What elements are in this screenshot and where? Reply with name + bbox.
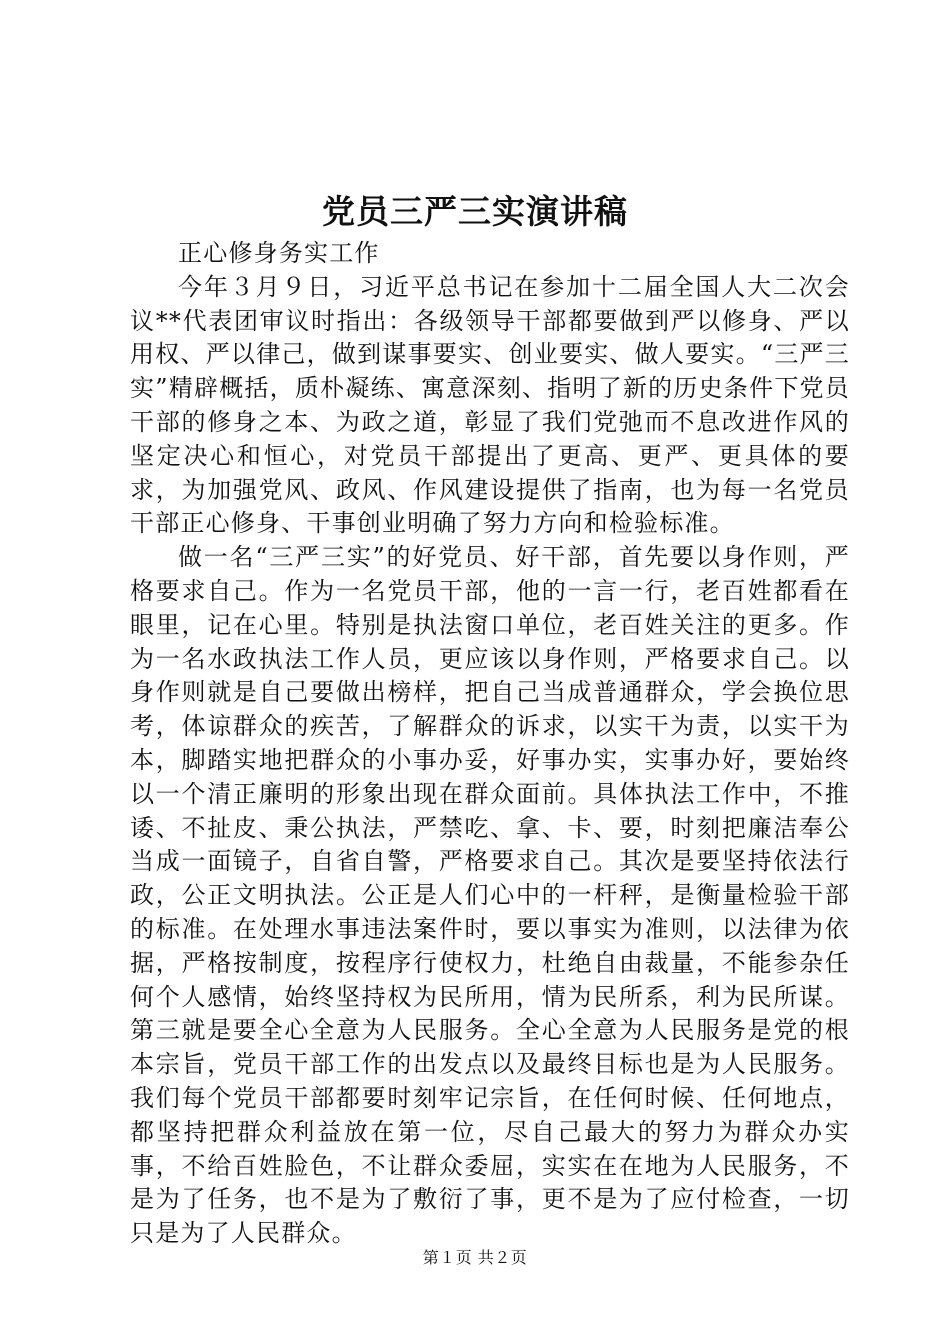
document-title: 党员三严三实演讲稿 — [322, 192, 628, 231]
page-footer — [0, 1245, 950, 1268]
paragraph-2: 做一名“三严三实”的好党员、好干部，首先要以身作则，严格要求自己。作为一名党员干部，他的一言一行，老百姓都看在眼里，记在心里。特别是执法窗口单位，老百姓关注的更多。作为一名水政执法工作人员，更应该以身作则，严格要求自己。以身作则就是自己要做出榜样，把自己当成普通群众，学会换位思考，体谅群众的疾苦，了解群众的诉求，以实干为责，以实干为本，脚踏实地把群众的小事办妥，好事办实，实事办好，要始终以一个清正廉明的形象出现在群众面前。具体执法工作中，不推诿、不扯皮、秉公执法，严禁吃、拿、卡、要，时刻把廉洁奉公当成一面镜子，自省自警，严格要求自己。其次是要坚持依法行政，公正文明执法。公正是人们心中的一杆秤，是衡量检验干部的标准。在处理水事违法案件时，要以事实为准则，以法律为依据，严格按制度，按程序行使权力，杜绝自由裁量，不能参杂任何个人感情，始终坚持权为民所用，情为民所系，利为民所谋。第三就是要全心全意为人民服务。全心全意为人民服务是党的根本宗旨，党员干部工作的出发点以及最终目标也是为人民服务。我们每个党员干部都要时刻牢记宗旨，在任何时候、任何地点，都坚持把群众利益放在第一位，尽自己最大的努力为群众办实事，不给百姓脸色，不让群众委屈，实实在在地为人民服务，不是为了任务，也不是为了敷衍了事，更不是为了应付检查，一切只是为了人民群众。 — [130, 543, 850, 1248]
document-subtitle: 正心修身务实工作 — [178, 239, 380, 267]
paragraph-1: 今年３月９日，习近平总书记在参加十二届全国人大二次会议**代表团审议时指出：各级领导干部都要做到严以修身、严以用权、严以律己，做到谋事要实、创业要实、做人要实。“三严三实”精辟概括，质朴凝练、寓意深刻、指明了新的历史条件下党员干部的修身之本、为政之道，彰显了我们党弛而不息改进作风的坚定决心和恒心，对党员干部提出了更高、更严、更具体的要求，为加强党风、政风、作风建设提供了指南，也为每一名党员干部正心修身、干事创业明确了努力方向和检验标准。 — [130, 272, 850, 538]
document-body — [130, 237, 850, 1251]
page-number: 第１页 共２页 — [422, 1248, 528, 1267]
